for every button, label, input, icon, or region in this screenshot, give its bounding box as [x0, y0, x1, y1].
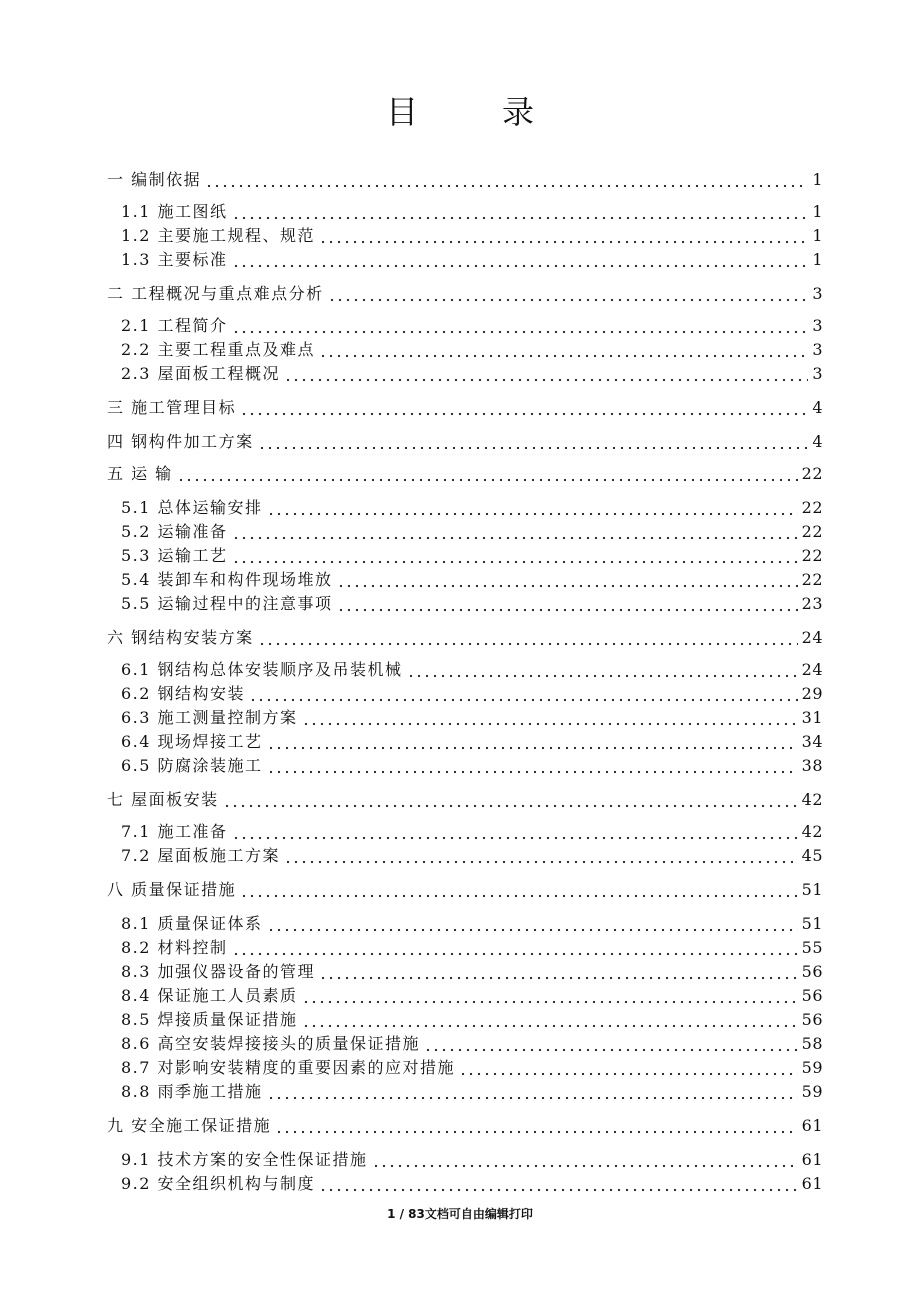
dot-leader	[337, 593, 798, 615]
toc-section-entry[interactable]	[121, 521, 823, 543]
toc-entry-label: 5.1 总体运输安排	[121, 498, 263, 517]
toc-page-number: 42	[801, 790, 823, 809]
toc-page-number: 56	[801, 962, 823, 981]
dot-leader	[232, 937, 798, 959]
dot-leader	[284, 363, 808, 385]
toc-chapter-entry[interactable]	[107, 463, 823, 485]
toc-page-number: 61	[801, 1174, 823, 1193]
toc-entry-label: 6.5 防腐涂装施工	[121, 756, 263, 775]
toc-section-entry[interactable]	[121, 985, 823, 1007]
toc-entry-label: 8.4 保证施工人员素质	[121, 986, 298, 1005]
toc-entry-label: 6.1 钢结构总体安装顺序及吊装机械	[121, 660, 403, 679]
toc-section-entry[interactable]	[121, 225, 823, 247]
toc-page-number: 3	[812, 364, 823, 383]
toc-section-entry[interactable]	[121, 1009, 823, 1031]
dot-leader	[319, 961, 798, 983]
toc-page-number: 1	[812, 202, 823, 221]
toc-page-number: 56	[801, 1010, 823, 1029]
toc-page-number: 3	[812, 340, 823, 359]
toc-entry-label: 一 编制依据	[107, 170, 202, 189]
dot-leader	[240, 879, 798, 901]
toc-section-entry[interactable]	[121, 659, 823, 681]
toc-chapter-entry[interactable]	[107, 169, 823, 191]
toc-entry-label: 五 运 输	[107, 464, 173, 483]
toc-section-entry[interactable]	[121, 593, 823, 615]
dot-leader	[232, 249, 809, 271]
toc-entry-label: 7.2 屋面板施工方案	[121, 846, 281, 865]
toc-page-number: 34	[801, 732, 823, 751]
toc-page-number: 22	[801, 498, 823, 517]
toc-entry-label: 5.4 装卸车和构件现场堆放	[121, 570, 333, 589]
page-footer: 1 / 83文档可自由编辑打印	[387, 1207, 533, 1221]
toc-page-number: 22	[801, 464, 823, 483]
dot-leader	[424, 1033, 798, 1055]
dot-leader	[177, 463, 798, 485]
dot-leader	[302, 1009, 798, 1031]
toc-entry-label: 八 质量保证措施	[107, 880, 237, 899]
toc-entry-label: 四 钢构件加工方案	[107, 432, 254, 451]
toc-section-entry[interactable]	[121, 1057, 823, 1079]
toc-page-number: 24	[801, 628, 823, 647]
dot-leader	[284, 845, 798, 867]
toc-page-number: 22	[801, 522, 823, 541]
dot-leader	[232, 201, 809, 223]
toc-section-entry[interactable]	[121, 913, 823, 935]
toc-entry-label: 2.3 屋面板工程概况	[121, 364, 281, 383]
dot-leader	[232, 545, 798, 567]
dot-leader	[240, 397, 808, 419]
toc-entry-label: 1.2 主要施工规程、规范	[121, 226, 316, 245]
toc-entry-label: 2.2 主要工程重点及难点	[121, 340, 316, 359]
dot-leader	[232, 315, 809, 337]
toc-page-number: 51	[801, 880, 823, 899]
toc-entry-label: 8.3 加强仪器设备的管理	[121, 962, 316, 981]
dot-leader	[459, 1057, 798, 1079]
toc-section-entry[interactable]	[121, 363, 823, 385]
toc-page-number: 56	[801, 986, 823, 1005]
toc-entry-label: 九 安全施工保证措施	[107, 1116, 272, 1135]
toc-page-number: 58	[801, 1034, 823, 1053]
toc-page-number: 55	[801, 938, 823, 957]
toc-section-entry[interactable]	[121, 569, 823, 591]
dot-leader	[267, 497, 798, 519]
toc-entry-label: 5.3 运输工艺	[121, 546, 228, 565]
dot-leader	[319, 225, 808, 247]
toc-section-entry[interactable]	[121, 339, 823, 361]
toc-page-number: 22	[801, 546, 823, 565]
dot-leader	[328, 283, 809, 305]
toc-entry-label: 2.1 工程简介	[121, 316, 228, 335]
dot-leader	[275, 1115, 798, 1137]
dot-leader	[232, 521, 798, 543]
toc-entry-label: 8.7 对影响安装精度的重要因素的应对措施	[121, 1058, 456, 1077]
dot-leader	[267, 731, 798, 753]
toc-page-number: 45	[801, 846, 823, 865]
toc-section-entry[interactable]	[121, 1173, 823, 1195]
dot-leader	[337, 569, 798, 591]
toc-page-number: 24	[801, 660, 823, 679]
dot-leader	[372, 1149, 798, 1171]
dot-leader	[258, 431, 809, 453]
toc-page-number: 61	[801, 1116, 823, 1135]
toc-section-entry[interactable]	[121, 1033, 823, 1055]
dot-leader	[258, 627, 798, 649]
toc-entry-label: 8.1 质量保证体系	[121, 914, 263, 933]
toc-page-number: 42	[801, 822, 823, 841]
toc-section-entry[interactable]	[121, 755, 823, 777]
title-char-2: 录	[502, 93, 535, 131]
toc-entry-label: 1.1 施工图纸	[121, 202, 228, 221]
toc-page-number: 59	[801, 1058, 823, 1077]
toc-chapter-entry[interactable]	[107, 1115, 823, 1137]
toc-page-number: 3	[812, 284, 823, 303]
dot-leader	[267, 913, 798, 935]
toc-section-entry[interactable]	[121, 545, 823, 567]
toc-entry-label: 5.5 运输过程中的注意事项	[121, 594, 333, 613]
toc-entry-label: 5.2 运输准备	[121, 522, 228, 541]
dot-leader	[267, 755, 798, 777]
toc-entry-label: 6.3 施工测量控制方案	[121, 708, 298, 727]
toc-page-number: 29	[801, 684, 823, 703]
toc-entry-label: 二 工程概况与重点难点分析	[107, 284, 324, 303]
toc-page-number: 3	[812, 316, 823, 335]
toc-page-number: 59	[801, 1082, 823, 1101]
toc-entry-label: 8.2 材料控制	[121, 938, 228, 957]
dot-leader	[302, 985, 798, 1007]
toc-section-entry[interactable]	[121, 961, 823, 983]
toc-page-number: 4	[812, 432, 823, 451]
toc-page-number: 61	[801, 1150, 823, 1169]
toc-entry-label: 9.2 安全组织机构与制度	[121, 1174, 316, 1193]
toc-page-number: 1	[812, 226, 823, 245]
toc-chapter-entry[interactable]	[107, 789, 823, 811]
dot-leader	[302, 707, 798, 729]
toc-entry-label: 8.8 雨季施工措施	[121, 1082, 263, 1101]
toc-entry-label: 六 钢结构安装方案	[107, 628, 254, 647]
dot-leader	[267, 1081, 798, 1103]
dot-leader	[205, 169, 808, 191]
toc-chapter-entry[interactable]	[107, 397, 823, 419]
dot-leader	[249, 683, 798, 705]
toc-page-number: 31	[801, 708, 823, 727]
toc-section-entry[interactable]	[121, 937, 823, 959]
toc-section-entry[interactable]	[121, 249, 823, 271]
dot-leader	[319, 339, 808, 361]
toc-entry-label: 三 施工管理目标	[107, 398, 237, 417]
toc-entry-label: 6.2 钢结构安装	[121, 684, 246, 703]
toc-section-entry[interactable]	[121, 201, 823, 223]
title-char-1: 目	[385, 93, 418, 131]
toc-section-entry[interactable]	[121, 497, 823, 519]
toc-chapter-entry[interactable]	[107, 431, 823, 453]
toc-entry-label: 8.5 焊接质量保证措施	[121, 1010, 298, 1029]
toc-section-entry[interactable]	[121, 821, 823, 843]
toc-page-number: 1	[812, 250, 823, 269]
toc-chapter-entry[interactable]	[107, 283, 823, 305]
toc-chapter-entry[interactable]	[107, 879, 823, 901]
toc-entry-label: 7.1 施工准备	[121, 822, 228, 841]
toc-page-number: 23	[801, 594, 823, 613]
toc-entry-label: 1.3 主要标准	[121, 250, 228, 269]
toc-page-number: 4	[812, 398, 823, 417]
dot-leader	[319, 1173, 798, 1195]
toc-page-number: 22	[801, 570, 823, 589]
toc-entry-label: 七 屋面板安装	[107, 790, 219, 809]
toc-section-entry[interactable]	[121, 1149, 823, 1171]
toc-section-entry[interactable]	[121, 1081, 823, 1103]
dot-leader	[407, 659, 798, 681]
toc-entry-label: 9.1 技术方案的安全性保证措施	[121, 1150, 368, 1169]
dot-leader	[232, 821, 798, 843]
toc-section-entry[interactable]	[121, 731, 823, 753]
dot-leader	[223, 789, 798, 811]
toc-entry-label: 8.6 高空安装焊接接头的质量保证措施	[121, 1034, 421, 1053]
toc-section-entry[interactable]	[121, 683, 823, 705]
toc-section-entry[interactable]	[121, 315, 823, 337]
toc-page-number: 38	[801, 756, 823, 775]
toc-entry-label: 6.4 现场焊接工艺	[121, 732, 263, 751]
toc-page-number: 51	[801, 914, 823, 933]
toc-page-number: 1	[812, 170, 823, 189]
toc-chapter-entry[interactable]	[107, 627, 823, 649]
toc-section-entry[interactable]	[121, 845, 823, 867]
toc-section-entry[interactable]	[121, 707, 823, 729]
